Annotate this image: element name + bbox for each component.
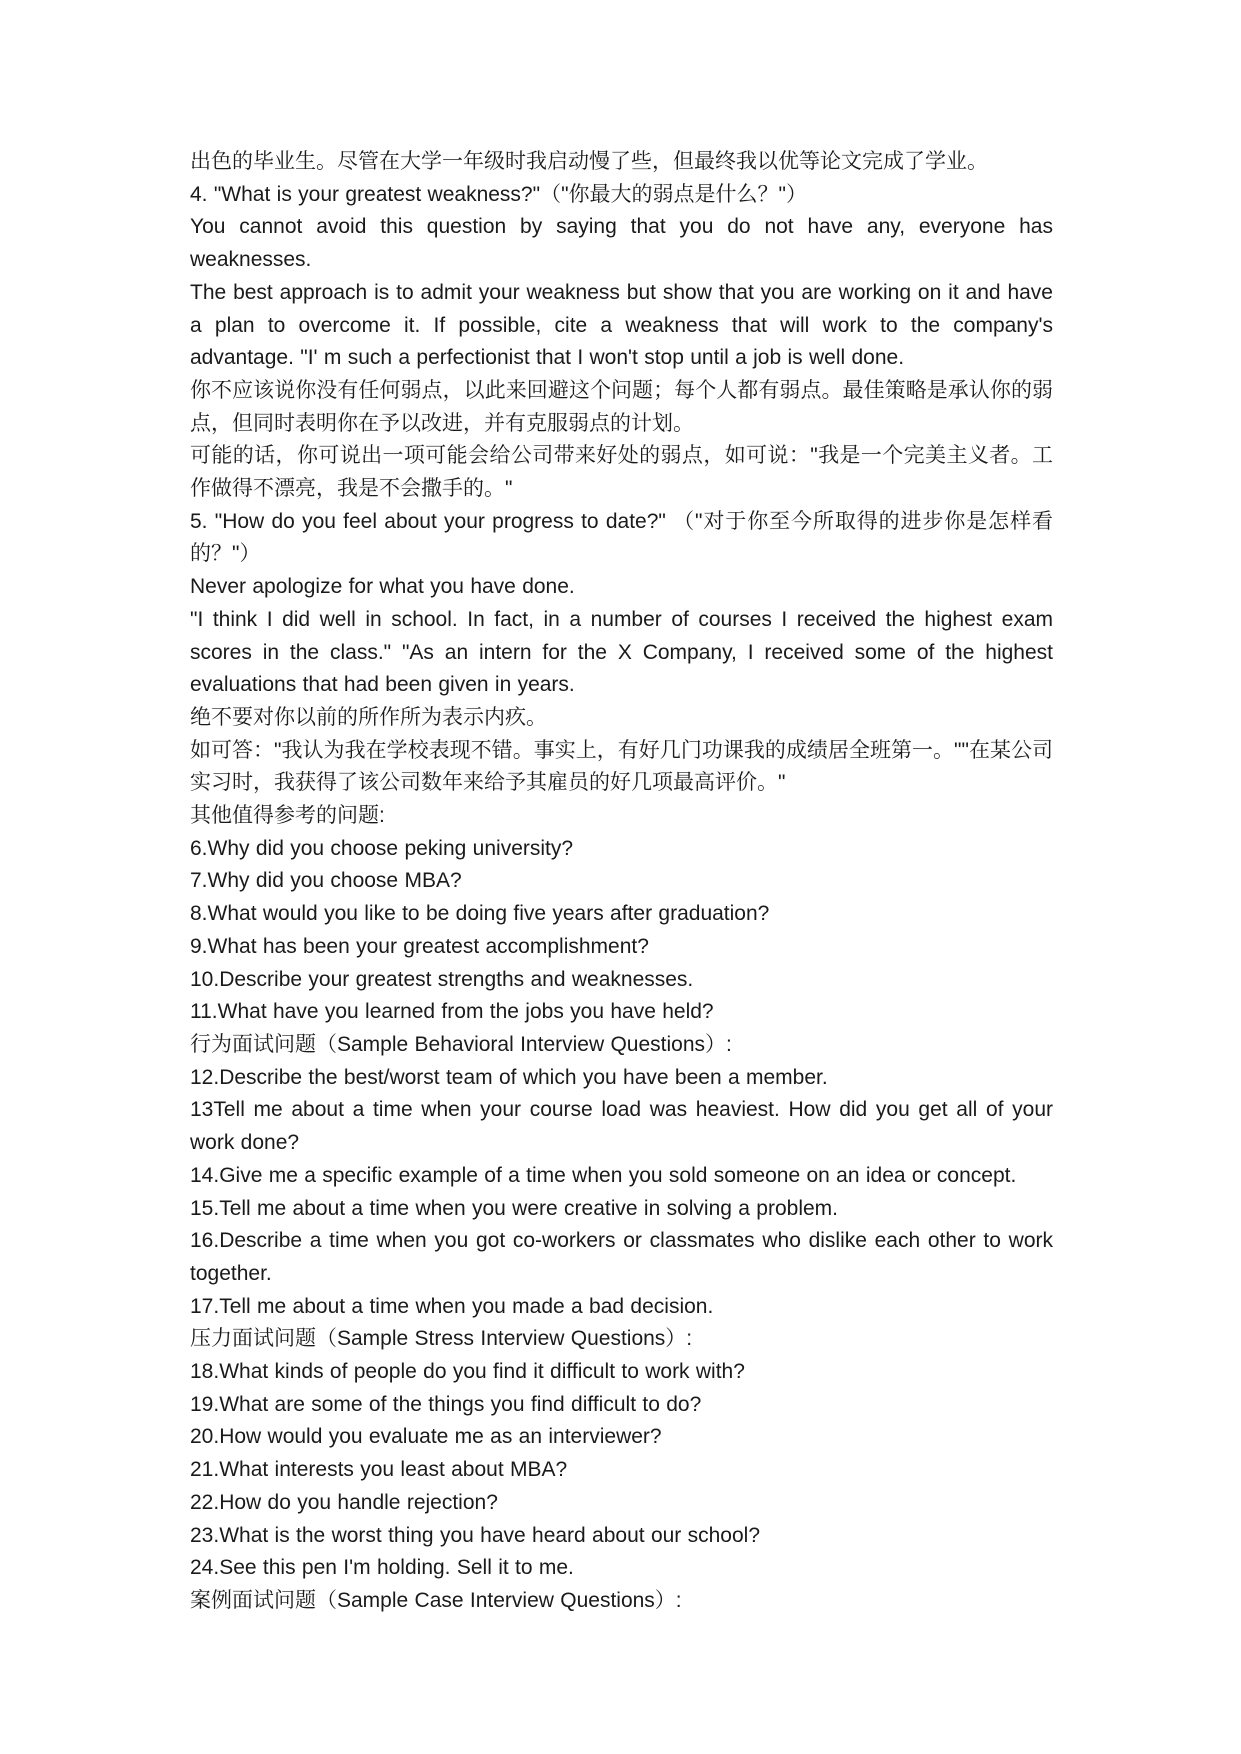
paragraph-line: 压力面试问题（Sample Stress Interview Questions）: (190, 1327, 693, 1351)
paragraph-line: 6.Why did you choose peking university? (190, 836, 574, 860)
paragraph-line: 11.What have you learned from the jobs you have held? (190, 1000, 714, 1024)
document-text-block (190, 146, 1053, 1618)
paragraph-line: 5. "How do you feel about your progress to date?" （"对于你至今所取得的进步你是怎样看的？"） (190, 509, 1053, 566)
paragraph-line: 17.Tell me about a time when you made a bad decision. (190, 1294, 714, 1318)
paragraph-line: The best approach is to admit your weakness but show that you are working on it and have a plan to overcome it. If possible, cite a weakness that will work to the company's advantage. "I' m such a perfectionist that I won't stop until a job is well done. (190, 280, 1053, 370)
paragraph-line: 18.What kinds of people do you find it difficult to work with? (190, 1360, 745, 1384)
paragraph-line: You cannot avoid this question by saying that you do not have any, everyone has weaknesses. (190, 215, 1053, 272)
paragraph-line: 如可答："我认为我在学校表现不错。事实上，有好几门功课我的成绩居全班第一。""在某公司实习时，我获得了该公司数年来给予其雇员的好几项最高评价。" (190, 738, 1053, 795)
paragraph-line: 行为面试问题（Sample Behavioral Interview Questions）: (190, 1032, 732, 1056)
paragraph-line: 出色的毕业生。尽管在大学一年级时我启动慢了些，但最终我以优等论文完成了学业。 (190, 150, 988, 173)
paragraph-line: 16.Describe a time when you got co-workers or classmates who dislike each other to work together. (190, 1229, 1053, 1285)
paragraph-line: 14.Give me a specific example of a time when you sold someone on an idea or concept. (190, 1163, 1017, 1187)
paragraph-line: 4. "What is your greatest weakness?"（"你最大的弱点是什么？"） (190, 182, 807, 206)
paragraph-line: 7.Why did you choose MBA? (190, 869, 462, 893)
paragraph-line: 13Tell me about a time when your course load was heaviest. How did you get all of your work done? (190, 1098, 1053, 1155)
paragraph-line: 22.How do you handle rejection? (190, 1490, 498, 1514)
paragraph-line: "I think I did well in school. In fact, in a number of courses I received the highest exam scores in the class." "As an intern for the X Company, I received some of the highest evaluations that had been given in years. (190, 607, 1053, 697)
paragraph-line: 绝不要对你以前的所作所为表示内疚。 (190, 705, 547, 729)
paragraph-line: 8.What would you like to be doing five years after graduation? (190, 902, 770, 926)
paragraph-line: 19.What are some of the things you find difficult to do? (190, 1392, 702, 1416)
paragraph-line: 9.What has been your greatest accomplishment? (190, 934, 649, 958)
paragraph-line: 21.What interests you least about MBA? (190, 1458, 568, 1482)
paragraph-line: 15.Tell me about a time when you were creative in solving a problem. (190, 1196, 838, 1220)
paragraph-line: 24.See this pen I'm holding. Sell it to me. (190, 1556, 574, 1580)
paragraph-line: 其他值得参考的问题: (190, 804, 385, 828)
paragraph-line: 23.What is the worst thing you have heard about our school? (190, 1523, 761, 1547)
paragraph-line: 可能的话，你可说出一项可能会给公司带来好处的弱点，如可说："我是一个完美主义者。工作做得不漂亮，我是不会撒手的。" (190, 444, 1053, 501)
paragraph-line: 你不应该说你没有任何弱点，以此来回避这个问题；每个人都有弱点。最佳策略是承认你的弱点，但同时表明你在予以改进，并有克服弱点的计划。 (190, 378, 1053, 435)
paragraph-line: Never apologize for what you have done. (190, 575, 575, 599)
paragraph-line: 案例面试问题（Sample Case Interview Questions）: (190, 1588, 682, 1612)
paragraph-line: 10.Describe your greatest strengths and weaknesses. (190, 967, 694, 991)
paragraph-line: 20.How would you evaluate me as an interviewer? (190, 1425, 662, 1449)
paragraph-line: 12.Describe the best/worst team of which you have been a member. (190, 1065, 828, 1089)
